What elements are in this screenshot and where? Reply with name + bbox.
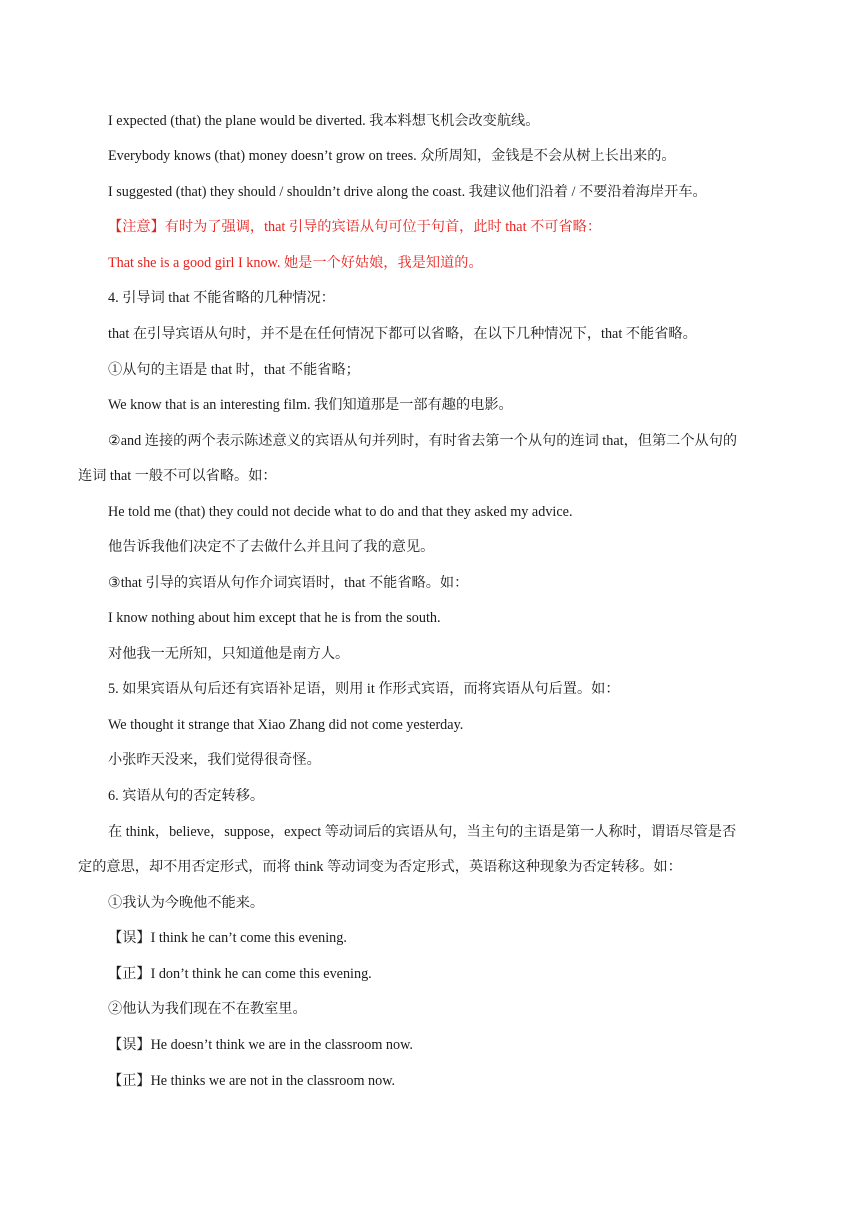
text-line: 【正】I don’t think he can come this evening. xyxy=(108,966,372,982)
text-line: 对他我一无所知，只知道他是南方人。 xyxy=(108,646,350,662)
text-line: I suggested (that) they should / shouldn’t drive along the coast. 我建议他们沿着 / 不要沿着海岸开车。 xyxy=(108,184,707,200)
text-line: ①我认为今晚他不能来。 xyxy=(108,895,265,911)
text-line: He told me (that) they could not decide what to do and that they asked my advice. xyxy=(108,504,573,520)
text-line: Everybody knows (that) money doesn’t grow on trees. 众所周知，金钱是不会从树上长出来的。 xyxy=(108,148,676,164)
text-line: ③that 引导的宾语从句作介词宾语时，that 不能省略。如： xyxy=(108,575,469,591)
text-line: ②他认为我们现在不在教室里。 xyxy=(108,1001,307,1017)
section-heading-5: 5. 如果宾语从句后还有宾语补足语，则用 it 作形式宾语，而将宾语从句后置。如： xyxy=(108,681,620,697)
text-line: 在 think，believe，suppose，expect 等动词后的宾语从句，当主句的主语是第一人称时，谓语尽管是否 xyxy=(108,824,737,840)
section-heading-6: 6. 宾语从句的否定转移。 xyxy=(108,788,265,804)
text-line: I know nothing about him except that he is from the south. xyxy=(108,610,441,626)
text-line: ②and 连接的两个表示陈述意义的宾语从句并列时，有时省去第一个从句的连词 that，但第二个从句的 xyxy=(108,433,738,449)
note-line: 【注意】有时为了强调，that 引导的宾语从句可位于句首，此时 that 不可省略： xyxy=(108,219,602,235)
text-line: 【误】I think he can’t come this evening. xyxy=(108,930,347,946)
text-line: 【误】He doesn’t think we are in the classroom now. xyxy=(108,1037,413,1053)
text-line: that 在引导宾语从句时，并不是在任何情况下都可以省略，在以下几种情况下，that 不能省略。 xyxy=(108,326,697,342)
text-line: We know that is an interesting film. 我们知道那是一部有趣的电影。 xyxy=(108,397,513,413)
text-line: 连词 that 一般不可以省略。如： xyxy=(78,468,277,484)
text-line: ①从句的主语是 that 时，that 不能省略； xyxy=(108,362,360,378)
text-line: 小张昨天没来，我们觉得很奇怪。 xyxy=(108,752,321,768)
text-line: We thought it strange that Xiao Zhang did not come yesterday. xyxy=(108,717,464,733)
text-line: 【正】He thinks we are not in the classroom now. xyxy=(108,1073,396,1089)
text-line: I expected (that) the plane would be diverted. 我本料想飞机会改变航线。 xyxy=(108,113,540,129)
section-heading-4: 4. 引导词 that 不能省略的几种情况： xyxy=(108,290,335,306)
note-example-line: That she is a good girl I know. 她是一个好姑娘，我是知道的。 xyxy=(108,255,483,271)
text-line: 他告诉我他们决定不了去做什么并且问了我的意见。 xyxy=(108,539,435,555)
text-line: 定的意思，却不用否定形式，而将 think 等动词变为否定形式，英语称这种现象为否定转移。如： xyxy=(78,859,682,875)
